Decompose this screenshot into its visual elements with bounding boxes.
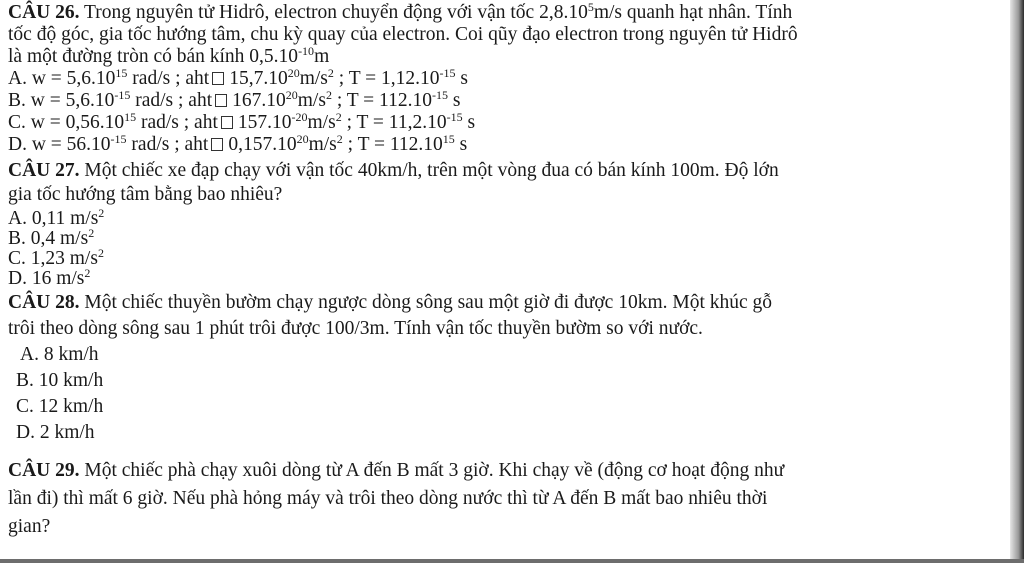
- opt-exp: 2: [325, 88, 332, 102]
- opt-text: C. 1,23 m/s: [8, 248, 98, 269]
- opt-exp: -15: [114, 88, 131, 102]
- opt-text: B. 0,4 m/s: [8, 228, 89, 249]
- opt-text: m/s: [307, 112, 336, 133]
- q26-line-2: tốc độ góc, gia tốc hướng tâm, chu kỳ quay của electron. Coi qũy đạo electron trong nguyên tử Hidrô: [8, 24, 798, 45]
- opt-text: A. 0,11 m/s: [8, 208, 99, 229]
- q28-label: CÂU 28.: [8, 292, 80, 313]
- opt-text: m/s: [299, 68, 328, 89]
- q26-line-1: [8, 2, 792, 24]
- opt-exp: 2: [97, 246, 104, 260]
- opt-exp: 2: [98, 206, 105, 220]
- opt-text: ; T = 1,12.10: [333, 68, 440, 89]
- opt-text: s: [462, 112, 476, 133]
- q26-exp-1: 5: [587, 0, 594, 14]
- q29-line-2: lần đi) thì mất 6 giờ. Nếu phà hỏng máy và trôi theo dòng nước thì từ A đến B mất bao nhiêu thời: [8, 488, 768, 509]
- q27-line-2: gia tốc hướng tâm bằng bao nhiêu?: [8, 184, 283, 205]
- opt-text: 15,7.10: [229, 68, 288, 89]
- opt-exp: 15: [115, 66, 128, 80]
- opt-text: D. w = 56.10: [8, 134, 111, 155]
- q28-option-a[interactable]: A. 8 km/h: [20, 344, 99, 365]
- missing-glyph-icon: [212, 72, 224, 85]
- opt-text: m/s: [308, 134, 337, 155]
- page-bottom-edge: [0, 559, 1024, 563]
- q26-text-3: là một đường tròn có bán kính 0,5.10: [8, 46, 299, 67]
- missing-glyph-icon: [221, 116, 233, 129]
- opt-text: s: [455, 68, 468, 89]
- q26-option-c[interactable]: [8, 112, 475, 134]
- opt-exp: 2: [84, 266, 91, 280]
- opt-text: m/s: [297, 90, 326, 111]
- opt-text: 167.10: [232, 90, 286, 111]
- q26-text-3-tail: m: [314, 46, 330, 67]
- q28-option-d[interactable]: D. 2 km/h: [16, 422, 95, 443]
- opt-text: B. w = 5,6.10: [8, 90, 115, 111]
- opt-exp: -15: [431, 88, 448, 102]
- missing-glyph-icon: [211, 138, 223, 151]
- q26-line-3: [8, 46, 329, 68]
- q29-line-1: [8, 460, 784, 482]
- q26-exp-3: -10: [298, 44, 315, 58]
- q27-option-b[interactable]: [8, 228, 94, 250]
- opt-exp: -20: [291, 110, 308, 124]
- q26-option-a[interactable]: [8, 68, 468, 90]
- opt-text: rad/s ; aht: [136, 112, 218, 133]
- opt-text: s: [454, 134, 468, 155]
- opt-text: s: [447, 90, 461, 111]
- q26-option-d[interactable]: [8, 134, 467, 156]
- opt-exp: -15: [446, 110, 463, 124]
- opt-exp: 2: [327, 66, 334, 80]
- q29-line-3: gian?: [8, 516, 51, 537]
- missing-glyph-icon: [215, 94, 227, 107]
- opt-text: 0,157.10: [228, 134, 297, 155]
- opt-exp: 2: [336, 132, 343, 146]
- opt-exp: -15: [439, 66, 456, 80]
- q27-text-1: Một chiếc xe đạp chạy với vận tốc 40km/h, trên một vòng đua có bán kính 100m. Độ lớn: [84, 160, 779, 181]
- page-edge-shadow: [1010, 0, 1024, 563]
- q26-text-1: Trong nguyên tử Hidrô, electron chuyển động với vận tốc 2,8.10: [84, 2, 588, 23]
- q27-option-d[interactable]: [8, 268, 90, 290]
- opt-text: ; T = 112.10: [342, 134, 443, 155]
- opt-exp: -15: [110, 132, 127, 146]
- opt-exp: 2: [335, 110, 342, 124]
- q28-line-1: [8, 292, 772, 314]
- opt-text: ; T = 112.10: [331, 90, 432, 111]
- opt-text: D. 16 m/s: [8, 268, 85, 289]
- opt-exp: 20: [285, 88, 298, 102]
- q26-text-1-tail: m/s quanh hạt nhân. Tính: [593, 2, 793, 23]
- q27-label: CÂU 27.: [8, 160, 80, 181]
- opt-text: ; T = 11,2.10: [341, 112, 447, 133]
- q28-option-c[interactable]: C. 12 km/h: [16, 396, 104, 417]
- q28-line-2: trôi theo dòng sông sau 1 phút trôi được 100/3m. Tính vận tốc thuyền bườm so với nước.: [8, 318, 703, 339]
- q29-text-1: Một chiếc phà chạy xuôi dòng từ A đến B mất 3 giờ. Khi chạy về (động cơ hoạt động như: [84, 460, 785, 481]
- opt-exp: 20: [287, 66, 300, 80]
- opt-exp: 20: [296, 132, 309, 146]
- opt-text: C. w = 0,56.10: [8, 112, 125, 133]
- opt-exp: 2: [88, 226, 95, 240]
- q29-label: CÂU 29.: [8, 460, 80, 481]
- opt-exp: 15: [442, 132, 455, 146]
- q28-text-1: Một chiếc thuyền bườm chạy ngược dòng sông sau một giờ đi được 10km. Một khúc gỗ: [84, 292, 773, 313]
- q28-option-b[interactable]: B. 10 km/h: [16, 370, 104, 391]
- opt-text: rad/s ; aht: [130, 90, 213, 111]
- q26-option-b[interactable]: [8, 90, 460, 112]
- opt-text: rad/s ; aht: [127, 68, 210, 89]
- opt-text: 157.10: [237, 112, 292, 133]
- opt-exp: 15: [124, 110, 137, 124]
- q27-line-1: [8, 160, 779, 182]
- q26-label: CÂU 26.: [8, 2, 80, 23]
- opt-text: rad/s ; aht: [126, 134, 209, 155]
- opt-text: A. w = 5,6.10: [8, 68, 116, 89]
